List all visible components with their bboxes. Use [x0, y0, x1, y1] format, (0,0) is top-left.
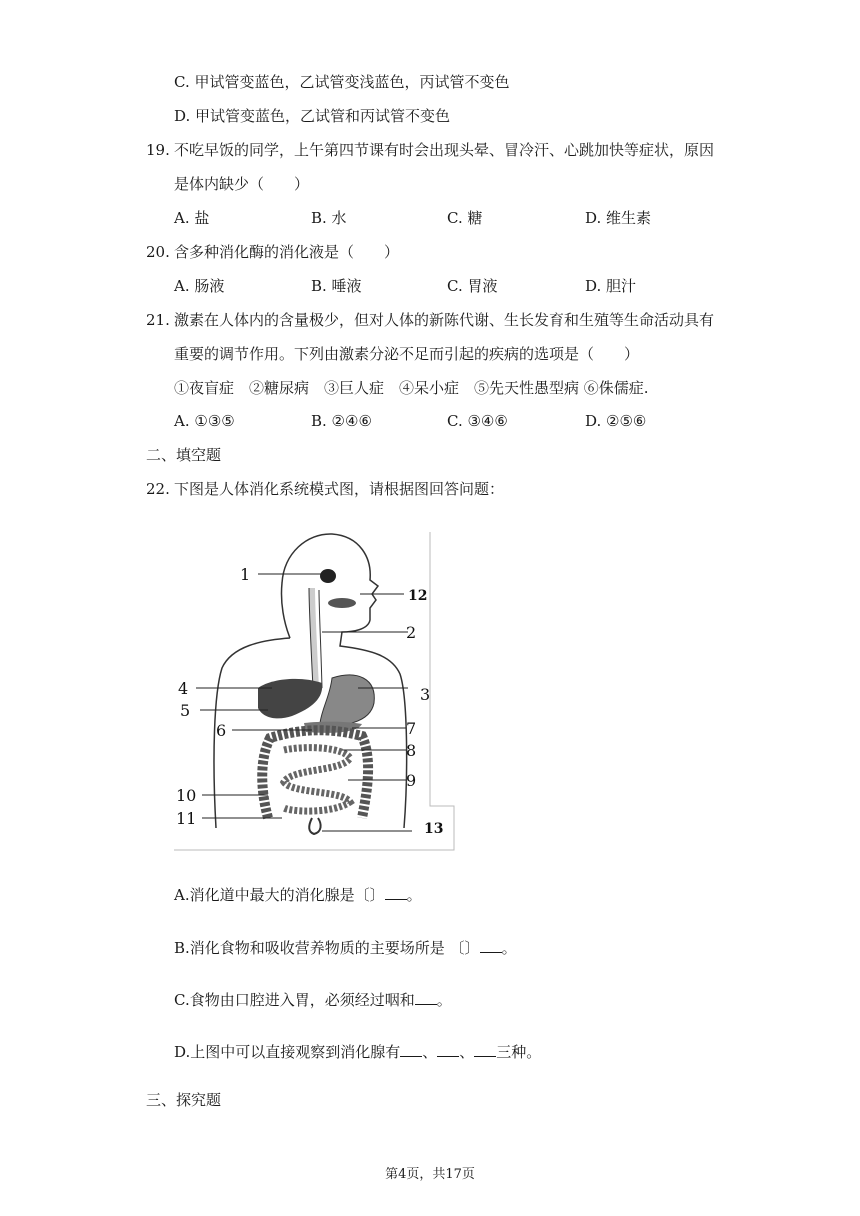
q22-sub-c-text: C.食物由口腔进入胃，必须经过咽和: [174, 991, 415, 1009]
q22-sub-a-text: A.消化道中最大的消化腺是〔〕: [174, 886, 385, 904]
section-title-inquiry: 三、探究题: [146, 1091, 222, 1109]
diagram-label-3: 3: [420, 685, 431, 704]
diagram-label-11: 11: [176, 809, 197, 828]
q19-stem-line2: 是体内缺少（ ）: [174, 175, 310, 193]
q21-stem-line2: 重要的调节作用。下列由激素分泌不足而引起的疾病的选项是（ ）: [174, 345, 640, 363]
diagram-label-9: 9: [406, 771, 417, 790]
stomach: [320, 675, 374, 725]
q19-option-d: D. 维生素: [585, 209, 652, 227]
q21-option-c: C. ③④⑥: [447, 412, 508, 430]
diagram-label-8: 8: [406, 741, 417, 760]
q19-number: 19.: [146, 141, 170, 159]
q18-option-d: D. 甲试管变蓝色，乙试管和丙试管不变色: [174, 107, 451, 125]
q18-option-c: C. 甲试管变蓝色，乙试管变浅蓝色，丙试管不变色: [174, 73, 510, 91]
diagram-label-10: 10: [176, 786, 197, 805]
answer-blank[interactable]: [480, 938, 502, 953]
liver: [258, 679, 322, 719]
q20-stem: 含多种消化酶的消化液是（ ）: [174, 243, 400, 261]
q22-sub-c: [174, 990, 452, 1010]
q20-option-b: B. 唾液: [311, 277, 362, 295]
answer-blank[interactable]: [400, 1042, 422, 1057]
diagram-label-2: 2: [406, 623, 417, 642]
answer-blank[interactable]: [474, 1042, 496, 1057]
q22-sub-b-text: B.消化食物和吸收营养物质的主要场所是 〔〕: [174, 939, 480, 957]
q21-stem-line1: 激素在人体内的含量极少，但对人体的新陈代谢、生长发育和生殖等生命活动具有: [174, 311, 715, 329]
q22-sub-c-end: 。: [436, 991, 452, 1009]
diagram-label-6: 6: [216, 721, 227, 740]
diagram-label-13: 13: [424, 821, 444, 837]
q22-sub-d-sep: 、: [422, 1043, 438, 1061]
small-intestine: [284, 748, 350, 811]
q22-sub-d-end: 三种。: [496, 1043, 542, 1061]
large-intestine: [262, 730, 368, 818]
q22-sub-d: [174, 1042, 541, 1062]
q19-option-a: A. 盐: [174, 209, 210, 227]
diagram-label-1: 1: [240, 565, 251, 584]
q20-option-c: C. 胃液: [447, 277, 498, 295]
diagram-label-7: 7: [406, 719, 417, 738]
q22-sub-d-text: D.上图中可以直接观察到消化腺有: [174, 1043, 401, 1061]
q21-disease-list: ①夜盲症 ②糖尿病 ③巨人症 ④呆小症 ⑤先天性愚型病 ⑥侏儒症.: [174, 379, 649, 397]
digestive-system-diagram: [172, 528, 462, 853]
answer-blank[interactable]: [385, 885, 407, 900]
q21-option-d: D. ②⑤⑥: [585, 412, 647, 430]
q22-sub-a: [174, 885, 422, 905]
q21-option-a: A. ①③⑤: [174, 412, 235, 430]
q22-sub-d-sep: 、: [459, 1043, 475, 1061]
q20-option-a: A. 肠液: [174, 277, 225, 295]
q20-number: 20.: [146, 243, 170, 261]
page-footer: 第4页，共17页: [385, 1167, 475, 1182]
section-title-fill-in: 二、填空题: [146, 446, 222, 464]
q21-option-b: B. ②④⑥: [311, 412, 372, 430]
q21-number: 21.: [146, 311, 170, 329]
q22-stem: 下图是人体消化系统模式图，请根据图回答问题：: [174, 480, 505, 498]
q22-sub-a-end: 。: [406, 886, 422, 904]
salivary-gland: [328, 598, 356, 608]
diagram-label-4: 4: [178, 679, 189, 698]
q19-option-b: B. 水: [311, 209, 347, 227]
rectum: [309, 818, 320, 834]
answer-blank[interactable]: [415, 990, 437, 1005]
q20-option-d: D. 胆汁: [585, 277, 637, 295]
q22-number: 22.: [146, 480, 170, 498]
q19-option-c: C. 糖: [447, 209, 483, 227]
answer-blank[interactable]: [437, 1042, 459, 1057]
pharynx-mark: [320, 569, 336, 583]
q22-sub-b-end: 。: [501, 939, 517, 957]
diagram-label-5: 5: [180, 701, 191, 720]
diagram-label-12: 12: [408, 588, 428, 604]
q19-stem-line1: 不吃早饭的同学，上午第四节课有时会出现头晕、冒冷汗、心跳加快等症状，原因: [174, 141, 715, 159]
q22-sub-b: [174, 938, 517, 958]
